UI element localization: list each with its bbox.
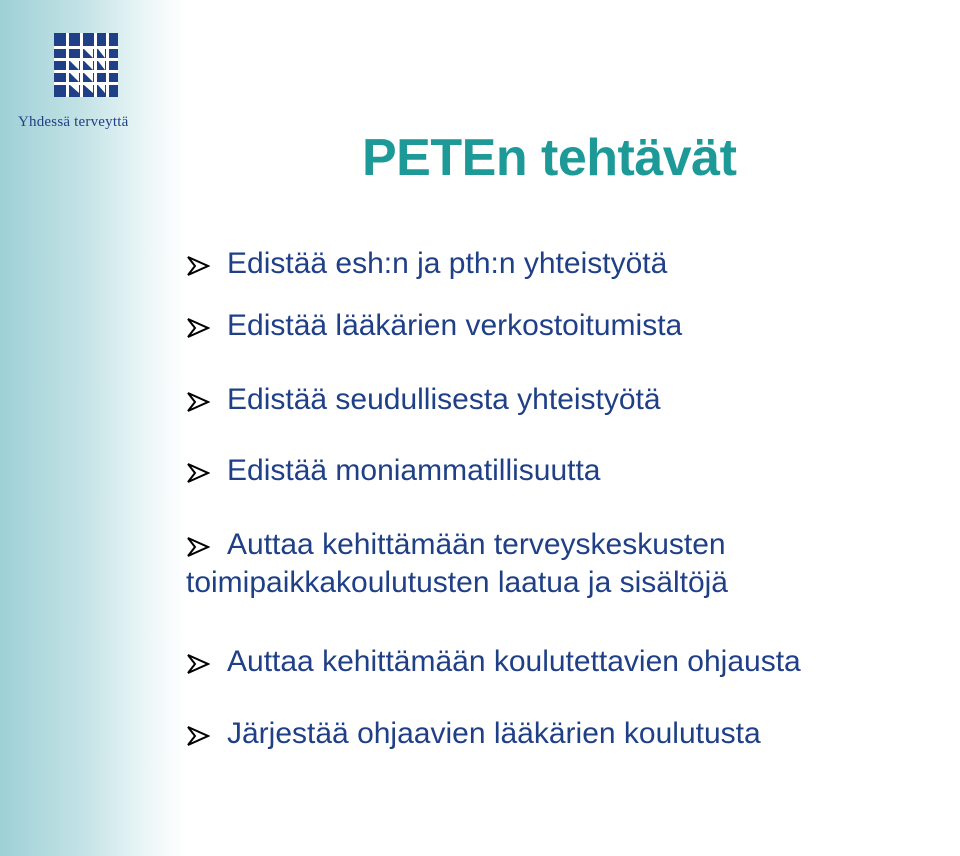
arrow-bullet-icon — [186, 255, 210, 277]
lattice-logo-icon — [54, 33, 118, 97]
bullet-text: Edistää moniammatillisuutta — [227, 454, 601, 487]
bullet-text: Järjestää ohjaavien lääkärien koulutusta — [227, 717, 761, 750]
bullet-text: Edistää lääkärien verkostoitumista — [227, 309, 683, 342]
arrow-bullet-icon — [186, 317, 210, 339]
arrow-bullet-icon — [186, 391, 210, 413]
logo-text: Yhdessä terveyttä — [18, 114, 129, 130]
arrow-bullet-icon — [186, 653, 210, 675]
slide-title: PETEn tehtävät — [362, 129, 737, 187]
arrow-bullet-icon — [186, 725, 210, 747]
bullet-text: Edistää seudullisesta yhteistyötä — [227, 383, 661, 416]
arrow-bullet-icon — [186, 536, 210, 558]
bullet-text: Auttaa kehittämään koulutettavien ohjausta — [227, 645, 801, 678]
bullet-text-continuation: toimipaikkakoulutusten laatua ja sisältöjä — [186, 566, 728, 599]
bullet-text: Edistää esh:n ja pth:n yhteistyötä — [227, 247, 668, 280]
arrow-bullet-icon — [186, 462, 210, 484]
bullet-text: Auttaa kehittämään terveyskeskusten — [227, 528, 726, 561]
